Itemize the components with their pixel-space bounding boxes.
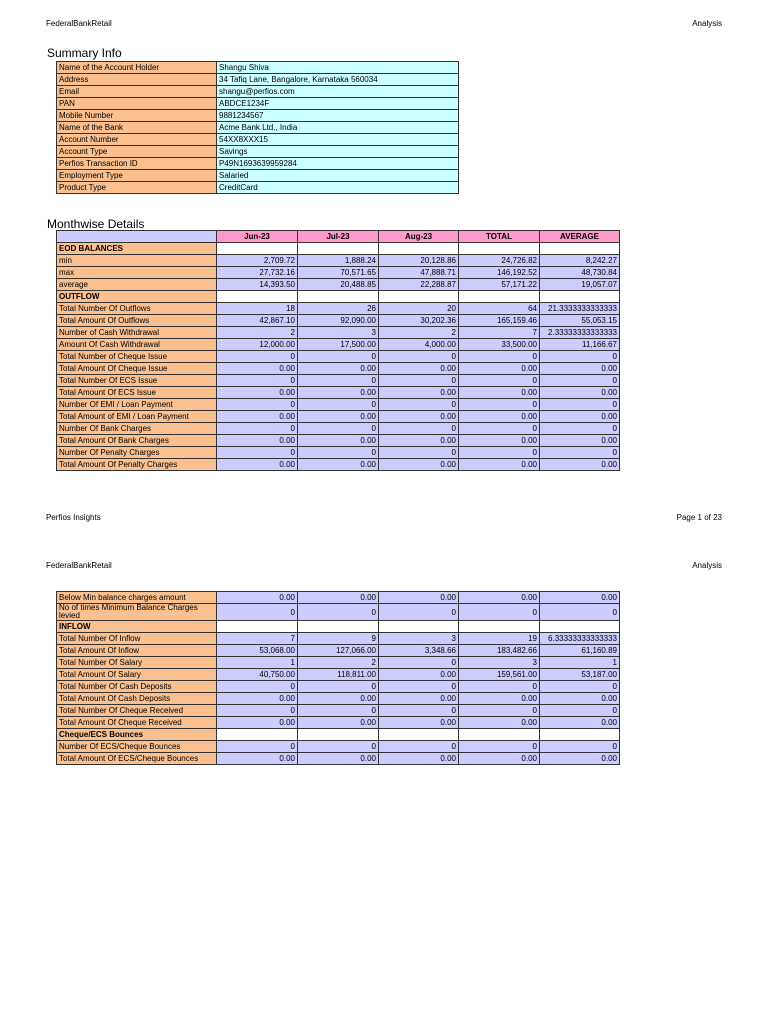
row-value: 11,166.67 <box>540 339 620 351</box>
row-label: Total Number Of Inflow <box>57 633 217 645</box>
row-value: 24,726.82 <box>459 255 540 267</box>
row-value: 2 <box>217 327 298 339</box>
empty-cell <box>379 243 459 255</box>
row-value: 3 <box>379 633 459 645</box>
summary-value: 9881234567 <box>217 110 459 122</box>
summary-table <box>56 61 459 194</box>
row-value: 0 <box>379 423 459 435</box>
row-value: 3,348.66 <box>379 645 459 657</box>
row-value: 0.00 <box>379 387 459 399</box>
row-value: 0 <box>540 681 620 693</box>
summary-row <box>57 110 459 122</box>
row-value: 19 <box>459 633 540 645</box>
row-value: 165,159.46 <box>459 315 540 327</box>
summary-row <box>57 98 459 110</box>
table-row <box>57 592 620 604</box>
row-value: 0 <box>540 399 620 411</box>
row-value: 0.00 <box>540 435 620 447</box>
row-value: 0.00 <box>459 387 540 399</box>
row-label: Total Number Of Outflows <box>57 303 217 315</box>
table-row <box>57 327 620 339</box>
row-value: 40,750.00 <box>217 669 298 681</box>
row-value: 0 <box>459 447 540 459</box>
row-value: 30,202.36 <box>379 315 459 327</box>
row-value: 0 <box>540 375 620 387</box>
row-value: 20 <box>379 303 459 315</box>
monthwise-table-page2 <box>56 591 620 765</box>
row-label: Number Of Penalty Charges <box>57 447 217 459</box>
table-row <box>57 447 620 459</box>
row-value: 0.00 <box>459 363 540 375</box>
table-row <box>57 387 620 399</box>
summary-label: Mobile Number <box>57 110 217 122</box>
table-row <box>57 717 620 729</box>
row-value: 0 <box>459 681 540 693</box>
row-label: No of times Minimum Balance Charges levied <box>57 604 217 621</box>
empty-cell <box>459 243 540 255</box>
row-value: 0 <box>298 741 379 753</box>
table-row <box>57 645 620 657</box>
empty-cell <box>540 621 620 633</box>
row-value: 9 <box>298 633 379 645</box>
table-row <box>57 399 620 411</box>
row-value: 3 <box>298 327 379 339</box>
empty-cell <box>379 621 459 633</box>
row-value: 53,068.00 <box>217 645 298 657</box>
summary-value: Savings <box>217 146 459 158</box>
row-value: 0 <box>379 705 459 717</box>
section-label: INFLOW <box>57 621 217 633</box>
table-row <box>57 351 620 363</box>
row-label: Total Amount Of Bank Charges <box>57 435 217 447</box>
row-label: Total Amount Of Salary <box>57 669 217 681</box>
row-value: 0 <box>540 351 620 363</box>
row-value: 0.00 <box>459 435 540 447</box>
summary-label: Email <box>57 86 217 98</box>
row-value: 0.00 <box>459 693 540 705</box>
row-value: 0.00 <box>298 411 379 423</box>
row-value: 0.00 <box>298 459 379 471</box>
summary-label: Account Number <box>57 134 217 146</box>
table-row <box>57 669 620 681</box>
row-value: 53,187.00 <box>540 669 620 681</box>
row-value: 159,561.00 <box>459 669 540 681</box>
row-label: Total Number Of ECS Issue <box>57 375 217 387</box>
row-value: 64 <box>459 303 540 315</box>
column-header: AVERAGE <box>540 231 620 243</box>
row-value: 0 <box>298 447 379 459</box>
summary-row <box>57 158 459 170</box>
row-label: Total Amount Of ECS Issue <box>57 387 217 399</box>
section-label: Cheque/ECS Bounces <box>57 729 217 741</box>
table-row <box>57 315 620 327</box>
row-value: 8,242.27 <box>540 255 620 267</box>
row-value: 6.33333333333333 <box>540 633 620 645</box>
section-row <box>57 291 620 303</box>
row-value: 22,288.87 <box>379 279 459 291</box>
row-label: Number of Cash Withdrawal <box>57 327 217 339</box>
empty-cell <box>217 729 298 741</box>
row-value: 0.00 <box>459 717 540 729</box>
row-value: 0 <box>298 705 379 717</box>
table-row <box>57 741 620 753</box>
column-header-blank <box>57 231 217 243</box>
footer-right: Page 1 of 23 <box>676 513 722 522</box>
table-row <box>57 657 620 669</box>
row-value: 55,053.15 <box>540 315 620 327</box>
row-label: Total Amount Of Cash Deposits <box>57 693 217 705</box>
row-value: 21.3333333333333 <box>540 303 620 315</box>
empty-cell <box>298 243 379 255</box>
empty-cell <box>298 621 379 633</box>
table-row <box>57 693 620 705</box>
row-label: Total Amount Of Outflows <box>57 315 217 327</box>
row-value: 0 <box>540 604 620 621</box>
row-value: 0 <box>540 705 620 717</box>
row-value: 127,066.00 <box>298 645 379 657</box>
row-label: Total Number Of Cheque Received <box>57 705 217 717</box>
row-value: 118,811.00 <box>298 669 379 681</box>
column-header: Jun-23 <box>217 231 298 243</box>
row-value: 0.00 <box>298 753 379 765</box>
footer-left: Perfios Insights <box>46 513 101 522</box>
row-label: Total Amount Of Inflow <box>57 645 217 657</box>
row-value: 0.00 <box>379 592 459 604</box>
row-label: Below Min balance charges amount <box>57 592 217 604</box>
row-value: 0.00 <box>379 753 459 765</box>
empty-cell <box>379 291 459 303</box>
row-value: 0 <box>459 423 540 435</box>
row-value: 7 <box>217 633 298 645</box>
row-value: 33,500.00 <box>459 339 540 351</box>
summary-value: ABDCE1234F <box>217 98 459 110</box>
row-value: 0 <box>298 423 379 435</box>
row-value: 70,571.65 <box>298 267 379 279</box>
row-label: Number Of EMI / Loan Payment <box>57 399 217 411</box>
summary-row <box>57 134 459 146</box>
row-value: 0 <box>298 681 379 693</box>
row-value: 0.00 <box>217 411 298 423</box>
row-value: 0.00 <box>540 592 620 604</box>
row-value: 0.00 <box>217 387 298 399</box>
table-row <box>57 459 620 471</box>
table-row <box>57 633 620 645</box>
summary-label: Product Type <box>57 182 217 194</box>
row-value: 0 <box>379 351 459 363</box>
row-value: 0.00 <box>459 459 540 471</box>
section-row <box>57 243 620 255</box>
row-value: 12,000.00 <box>217 339 298 351</box>
row-label: Total Amount Of Cheque Issue <box>57 363 217 375</box>
row-value: 0 <box>379 447 459 459</box>
row-value: 0 <box>459 351 540 363</box>
row-value: 2 <box>379 327 459 339</box>
summary-label: Address <box>57 74 217 86</box>
row-value: 0.00 <box>540 693 620 705</box>
row-value: 0.00 <box>217 753 298 765</box>
table-row <box>57 705 620 717</box>
row-value: 0.00 <box>217 363 298 375</box>
summary-label: Perfios Transaction ID <box>57 158 217 170</box>
summary-row <box>57 122 459 134</box>
row-value: 47,888.71 <box>379 267 459 279</box>
table-row <box>57 279 620 291</box>
column-header: Aug-23 <box>379 231 459 243</box>
row-value: 0.00 <box>459 411 540 423</box>
row-value: 0.00 <box>379 693 459 705</box>
row-label: min <box>57 255 217 267</box>
section-row <box>57 729 620 741</box>
row-value: 0 <box>540 741 620 753</box>
row-value: 0.00 <box>217 717 298 729</box>
row-value: 0.00 <box>298 592 379 604</box>
row-value: 0.00 <box>540 411 620 423</box>
row-value: 0 <box>459 604 540 621</box>
row-value: 26 <box>298 303 379 315</box>
row-value: 92,090.00 <box>298 315 379 327</box>
row-value: 0 <box>379 741 459 753</box>
row-value: 0.00 <box>298 387 379 399</box>
row-value: 0 <box>540 447 620 459</box>
summary-row <box>57 170 459 182</box>
row-label: Number Of ECS/Cheque Bounces <box>57 741 217 753</box>
row-value: 0.00 <box>540 717 620 729</box>
row-value: 0 <box>459 375 540 387</box>
row-value: 1 <box>217 657 298 669</box>
row-value: 0 <box>217 741 298 753</box>
row-value: 0 <box>217 681 298 693</box>
section-row <box>57 621 620 633</box>
summary-label: Employment Type <box>57 170 217 182</box>
row-value: 0 <box>217 399 298 411</box>
table-row <box>57 753 620 765</box>
column-header: Jul-23 <box>298 231 379 243</box>
summary-label: Name of the Bank <box>57 122 217 134</box>
row-label: Total Number of Cheque Issue <box>57 351 217 363</box>
row-value: 0.00 <box>298 363 379 375</box>
row-value: 0.00 <box>379 363 459 375</box>
section-label: OUTFLOW <box>57 291 217 303</box>
summary-title: Summary Info <box>47 46 122 60</box>
row-label: average <box>57 279 217 291</box>
summary-row <box>57 146 459 158</box>
empty-cell <box>540 729 620 741</box>
row-value: 2 <box>298 657 379 669</box>
row-value: 0 <box>217 351 298 363</box>
row-value: 17,500.00 <box>298 339 379 351</box>
row-value: 27,732.16 <box>217 267 298 279</box>
row-value: 20,488.85 <box>298 279 379 291</box>
row-value: 14,393.50 <box>217 279 298 291</box>
row-value: 146,192.52 <box>459 267 540 279</box>
empty-cell <box>459 729 540 741</box>
table-row <box>57 411 620 423</box>
row-value: 0 <box>298 351 379 363</box>
table-row <box>57 255 620 267</box>
row-value: 20,128.86 <box>379 255 459 267</box>
row-label: Total Amount of EMI / Loan Payment <box>57 411 217 423</box>
column-header-row <box>57 231 620 243</box>
row-label: Total Amount Of Penalty Charges <box>57 459 217 471</box>
row-value: 2,709.72 <box>217 255 298 267</box>
summary-value: P49N1693639959284 <box>217 158 459 170</box>
row-value: 0.00 <box>379 717 459 729</box>
row-value: 0 <box>217 375 298 387</box>
monthwise-table-page1 <box>56 230 620 471</box>
table-row <box>57 435 620 447</box>
summary-value: 54XX8XXX15 <box>217 134 459 146</box>
row-value: 0 <box>298 604 379 621</box>
row-value: 0.00 <box>217 693 298 705</box>
empty-cell <box>540 291 620 303</box>
row-value: 0.00 <box>540 459 620 471</box>
row-value: 0.00 <box>217 435 298 447</box>
table-row <box>57 303 620 315</box>
row-value: 0.00 <box>379 669 459 681</box>
table-row <box>57 267 620 279</box>
row-value: 0.00 <box>217 459 298 471</box>
page2-header-left: FederalBankRetail <box>46 561 112 570</box>
summary-value: 34 Tafiq Lane, Bangalore, Karnataka 560034 <box>217 74 459 86</box>
summary-row <box>57 74 459 86</box>
row-label: Amount Of Cash Withdrawal <box>57 339 217 351</box>
row-label: Total Amount Of ECS/Cheque Bounces <box>57 753 217 765</box>
row-label: Total Amount Of Cheque Received <box>57 717 217 729</box>
row-value: 48,730.84 <box>540 267 620 279</box>
summary-value: Acme Bank Ltd., India <box>217 122 459 134</box>
empty-cell <box>217 291 298 303</box>
header-left: FederalBankRetail <box>46 19 112 28</box>
row-value: 57,171.22 <box>459 279 540 291</box>
summary-row <box>57 86 459 98</box>
summary-value: CreditCard <box>217 182 459 194</box>
row-value: 4,000.00 <box>379 339 459 351</box>
row-value: 0 <box>298 375 379 387</box>
row-value: 0 <box>217 705 298 717</box>
row-value: 0.00 <box>298 717 379 729</box>
summary-value: Salaried <box>217 170 459 182</box>
row-value: 0 <box>217 604 298 621</box>
row-value: 183,482.66 <box>459 645 540 657</box>
row-value: 0 <box>459 741 540 753</box>
row-value: 1 <box>540 657 620 669</box>
row-label: Total Number Of Cash Deposits <box>57 681 217 693</box>
monthwise-title: Monthwise Details <box>47 217 145 231</box>
table-row <box>57 339 620 351</box>
page2-header-right: Analysis <box>692 561 722 570</box>
table-row <box>57 375 620 387</box>
table-row <box>57 423 620 435</box>
column-header: TOTAL <box>459 231 540 243</box>
summary-value: shangu@perfios.com <box>217 86 459 98</box>
row-value: 42,867.10 <box>217 315 298 327</box>
row-value: 0.00 <box>298 435 379 447</box>
empty-cell <box>459 621 540 633</box>
summary-row <box>57 62 459 74</box>
summary-label: Name of the Account Holder <box>57 62 217 74</box>
row-value: 0 <box>217 447 298 459</box>
table-row <box>57 363 620 375</box>
table-row <box>57 604 620 621</box>
row-value: 0.00 <box>540 363 620 375</box>
row-value: 0.00 <box>540 387 620 399</box>
row-value: 0.00 <box>540 753 620 765</box>
row-value: 0.00 <box>379 435 459 447</box>
summary-value: Shangu Shiva <box>217 62 459 74</box>
row-value: 0 <box>217 423 298 435</box>
row-value: 0 <box>379 399 459 411</box>
row-value: 2.33333333333333 <box>540 327 620 339</box>
row-value: 0.00 <box>217 592 298 604</box>
row-value: 0.00 <box>459 753 540 765</box>
row-value: 0 <box>379 681 459 693</box>
row-value: 18 <box>217 303 298 315</box>
empty-cell <box>298 291 379 303</box>
row-value: 0.00 <box>379 459 459 471</box>
row-value: 61,160.89 <box>540 645 620 657</box>
row-value: 0 <box>298 399 379 411</box>
row-value: 0 <box>459 705 540 717</box>
row-value: 0.00 <box>298 693 379 705</box>
row-value: 0 <box>540 423 620 435</box>
summary-row <box>57 182 459 194</box>
row-label: max <box>57 267 217 279</box>
row-value: 0 <box>379 375 459 387</box>
row-value: 1,888.24 <box>298 255 379 267</box>
row-value: 0.00 <box>459 592 540 604</box>
empty-cell <box>217 243 298 255</box>
row-label: Total Number Of Salary <box>57 657 217 669</box>
row-value: 19,057.07 <box>540 279 620 291</box>
section-label: EOD BALANCES <box>57 243 217 255</box>
table-row <box>57 681 620 693</box>
row-value: 3 <box>459 657 540 669</box>
row-value: 0 <box>459 399 540 411</box>
summary-label: PAN <box>57 98 217 110</box>
header-right: Analysis <box>692 19 722 28</box>
empty-cell <box>459 291 540 303</box>
summary-label: Account Type <box>57 146 217 158</box>
row-value: 0 <box>379 657 459 669</box>
empty-cell <box>298 729 379 741</box>
row-label: Number Of Bank Charges <box>57 423 217 435</box>
row-value: 0.00 <box>379 411 459 423</box>
row-value: 0 <box>379 604 459 621</box>
empty-cell <box>540 243 620 255</box>
empty-cell <box>217 621 298 633</box>
empty-cell <box>379 729 459 741</box>
row-value: 7 <box>459 327 540 339</box>
